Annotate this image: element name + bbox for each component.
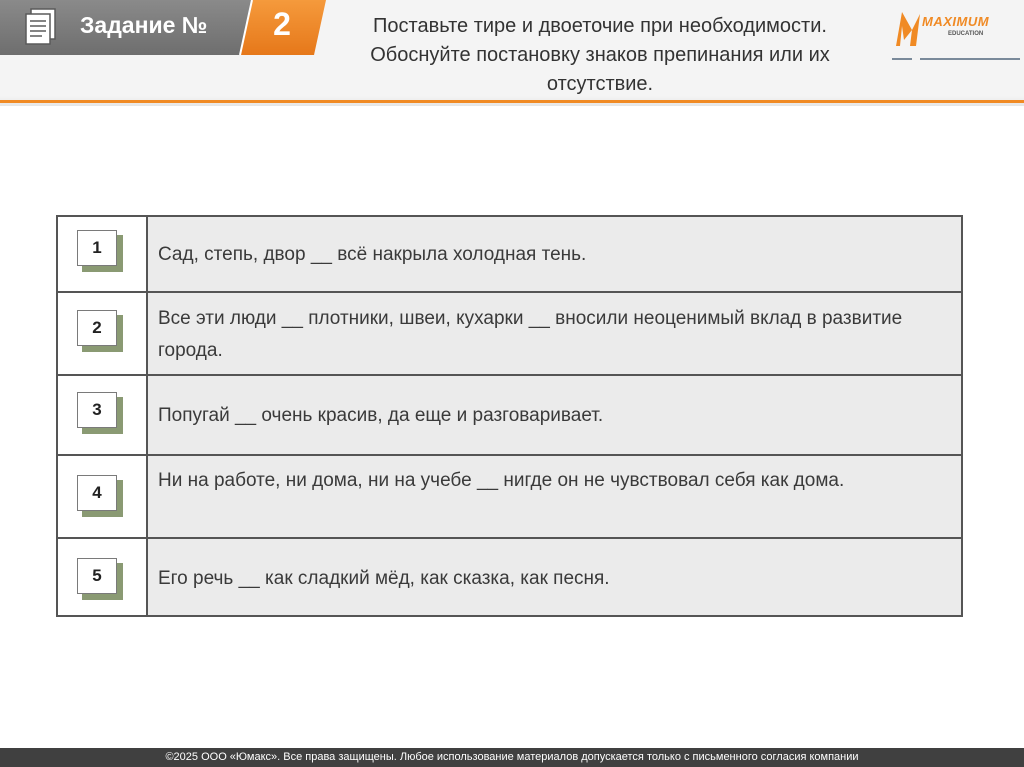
header-accent-line: [0, 100, 1024, 103]
number-cell: [58, 217, 148, 291]
row-number: 2: [77, 310, 117, 346]
table-row: [58, 293, 961, 376]
row-text: Ни на работе, ни дома, ни на учебе __ нигде он не чувствовал себя как дома.: [158, 470, 845, 491]
table-row: [58, 217, 961, 293]
row-text: Его речь __ как сладкий мёд, как сказка, как песня.: [158, 568, 610, 589]
task-label-box: [0, 0, 326, 55]
row-number: 4: [77, 475, 117, 511]
row-text: Попугай __ очень красив, да еще и разговаривает.: [158, 405, 604, 426]
number-cell: [58, 539, 148, 615]
exercise-table: [56, 215, 963, 617]
page-title: [330, 12, 870, 99]
number-badge: [77, 558, 123, 600]
number-cell: [58, 293, 148, 374]
title-line: Обоснуйте постановку знаков препинания или их: [370, 44, 830, 66]
header: [0, 0, 1024, 105]
row-number: 5: [77, 558, 117, 594]
table-row: [58, 376, 961, 456]
number-cell: [58, 376, 148, 454]
title-line: отсутствие.: [546, 73, 654, 95]
row-text: Сад, степь, двор __ всё накрыла холодная тень.: [158, 244, 587, 265]
row-number: 3: [77, 392, 117, 428]
logo-text: MAXIMUM: [922, 14, 990, 29]
logo-subtext: EDUCATION: [948, 31, 984, 37]
maximum-logo: [892, 8, 1020, 64]
title-line: Поставьте тире и двоеточие при необходимости.: [373, 15, 827, 37]
number-badge: [77, 230, 123, 272]
document-icon: [24, 8, 58, 46]
table-row: [58, 456, 961, 539]
number-badge: [77, 475, 123, 517]
task-number: 2: [273, 6, 291, 42]
task-label: Задание №: [80, 12, 208, 38]
maximum-logo-icon: [892, 8, 924, 48]
copyright-footer: ©2025 ООО «Юмакс». Все права защищены. Любое использование материалов допускается только с письменного согласия компании: [0, 748, 1024, 767]
number-badge: [77, 310, 123, 352]
logo-lines: [892, 56, 1020, 64]
row-text: Все эти люди __ плотники, швеи, кухарки __ вносили неоценимый вклад в развитие города.: [158, 308, 903, 361]
row-number: 1: [77, 230, 117, 266]
number-badge: [77, 392, 123, 434]
number-cell: [58, 456, 148, 537]
table-row: [58, 539, 961, 615]
